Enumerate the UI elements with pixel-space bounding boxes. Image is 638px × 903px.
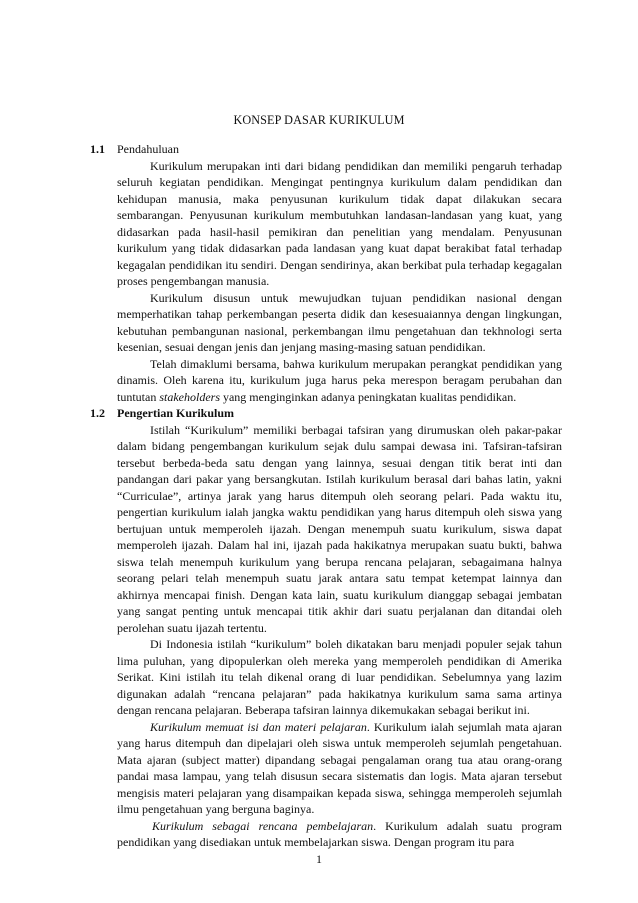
paragraph-text: yang menginginkan adanya peningkatan kualitas pendidikan.	[219, 389, 517, 404]
paragraph	[117, 356, 562, 406]
paragraph-text: Kurikulum disusun untuk mewujudkan tujuan pendidikan nasional dengan memperhatikan tahap perkembangan peserta didik dan kesesuaiannya dengan lingkungan, kebutuhan pembangunan nasional, perkembangan ilmu pengetahuan dan tekhnologi serta kesenian, sesuai dengan jenis dan jenjang masing-masing satuan pendidikan.	[117, 290, 562, 354]
section-number: 1.1	[90, 142, 105, 156]
italic-term: Kurikulum sebagai rencana pembelajaran	[152, 818, 374, 833]
paragraph	[117, 290, 562, 356]
section-heading	[90, 141, 562, 158]
section-title: Pengertian Kurikulum	[117, 406, 235, 420]
paragraph	[117, 818, 562, 851]
document-title: KONSEP DASAR KURIKULUM	[233, 113, 405, 127]
italic-term: stakeholders	[159, 389, 220, 404]
paragraph-text: Di Indonesia istilah “kurikulum” boleh dikatakan baru menjadi populer sejak tahun lima puluhan, yang dipopulerkan oleh mereka yang memperoleh pendidikan di Amerika Serikat. Kini istilah itu telah dikenal orang di luar pendidikan. Sebelumnya yang lazim digunakan adalah “rencana pelajaran” pada hakikatnya kurikulum sama sama artinya dengan rencana pelajaran. Beberapa tafsiran lainnya dikemukakan sebagai berikut ini.	[117, 637, 562, 717]
page-number: 1	[316, 852, 322, 866]
paragraph-text: Telah dimaklumi bersama, bahwa kurikulum merupakan perangkat pendidikan yang dinamis. Oleh karena itu, kurikulum juga harus peka merespon beragam perubahan dan tuntutan	[117, 356, 562, 404]
section-heading	[90, 405, 562, 422]
paragraph-text: Kurikulum merupakan inti dari bidang pendidikan dan memiliki pengaruh terhadap seluruh kegiatan pendidikan. Mengingat pentingnya kurikulum dalam pendidikan dan kehidupan manusia, maka penyusunan kurikulum tidak dapat dilakukan secara sembarangan. Penyusunan kurikulum membutuhkan landasan-landasan yang kuat, yang didasarkan pada hasil-hasil pemikiran dan penelitian yang mendalam. Penyusunan kurikulum yang tidak didasarkan pada landasan yang kuat dapat berakibat fatal terhadap kegagalan pendidikan itu sendiri. Dengan sendirinya, akan berkibat pula terhadap kegagalan proses pengembangan manusia.	[117, 158, 562, 288]
paragraph	[117, 422, 562, 637]
paragraph	[117, 158, 562, 290]
section-number: 1.2	[90, 406, 105, 420]
paragraph	[117, 636, 562, 719]
italic-term: Kurikulum memuat isi dan materi pelajaran	[150, 719, 367, 734]
paragraph-text: Istilah “Kurikulum” memiliki berbagai tafsiran yang dirumuskan oleh pakar-pakar dalam bidang pengembangan kurikulum sejak dulu sampai dewasa ini. Tafsiran-tafsiran tersebut berbeda-beda satu dengan yang lainnya, sesuai dengan titik berat inti dan pandangan dari pakar yang bersangkutan. Istilah kurikulum berasal dari bahas latin, yakni “Curriculae”, artinya jarak yang harus ditempuh oleh seorang pelari. Pada waktu itu, pengertian kurikulum ialah jangka waktu pendidikan yang harus ditempuh oleh siswa yang bertujuan untuk memperoleh ijazah. Dengan menempuh suatu kurikulum, siswa dapat memperoleh ijazah. Dalam hal ini, ijazah pada hakikatnya merupakan suatu bukti, bahwa siswa telah menempuh kurikulum yang berupa rencana pelajaran, sebagaimana halnya seorang pelari telah menempuh suatu jarak antara satu tempat ketempat lainnya dan akhirnya mencapai finish. Dengan kata lain, suatu kurikulum dianggap sebagai jembatan yang sangat penting untuk mencapai titik akhir dari suatu perjalanan dan ditandai oleh perolehan suatu ijazah tertentu.	[117, 422, 562, 635]
paragraph-text: . Kurikulum ialah sejumlah mata ajaran yang harus ditempuh dan dipelajari oleh siswa untuk memperoleh sejumlah pengetahuan. Mata ajaran (subject matter) dipandang sebagai pengalaman orang tua atau orang-orang pandai masa lampau, yang telah disusun secara sistematis dan logis. Mata ajaran tersebut mengisis materi pelajaran yang disampaikan kepada siswa, sehingga memperoleh sejumlah ilmu pengetahuan yang berguna baginya.	[117, 719, 562, 816]
section-title: Pendahuluan	[117, 142, 179, 156]
paragraph	[117, 719, 562, 818]
document-body	[90, 141, 562, 851]
paragraph-text: . Kurikulum adalah suatu program pendidikan yang disediakan untuk membelajarkan siswa. Dengan program itu para	[117, 818, 562, 849]
